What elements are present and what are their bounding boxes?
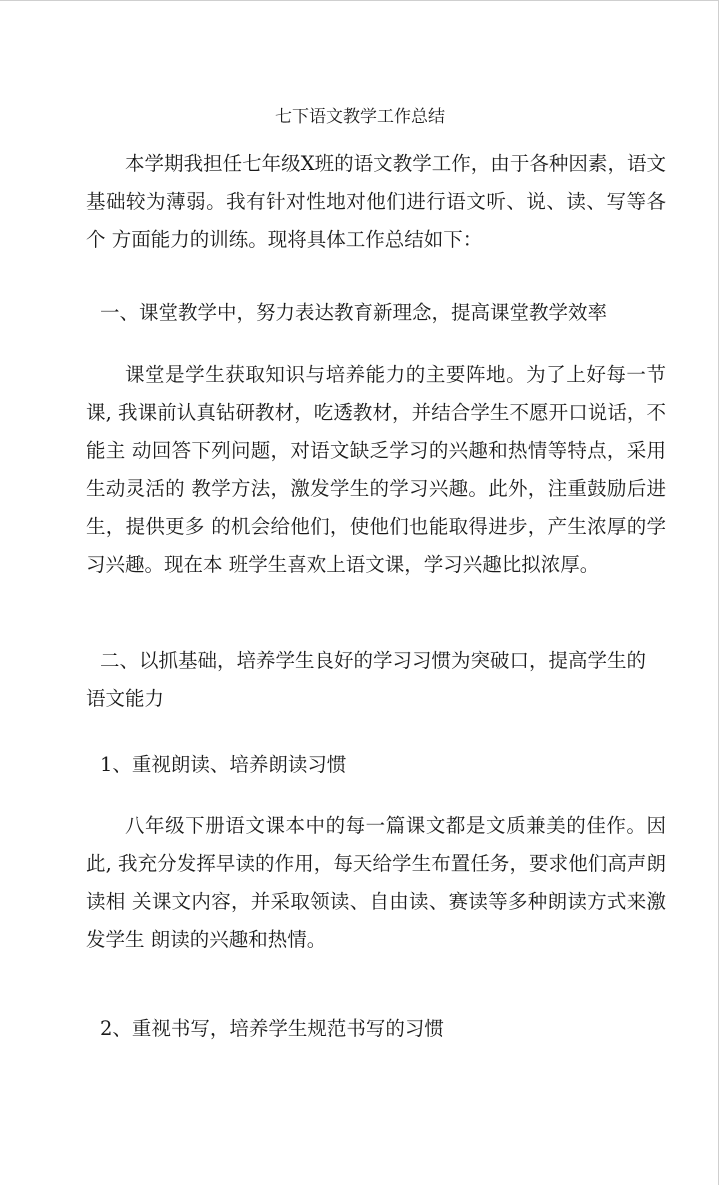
subsection-2-heading: 2、重视书写，培养学生规范书写的习惯	[100, 1017, 444, 1040]
section-1-heading: 一、课堂教学中，努力表达教育新理念，提高课堂教学效率	[100, 301, 608, 324]
subsection-1-paragraph: 八年级下册语文课本中的每一篇课文都是文质兼美的佳作。因此, 我充分发挥早读的作用，每天给学生布置任务，要求他们高声朗读相 关课文内容，并采取领读、自由读、赛读等多种朗读方式来激发学生 朗读的兴趣和热情。	[86, 814, 666, 951]
subsection-1-heading: 1、重视朗读、培养朗读习惯	[100, 753, 347, 776]
section-1-paragraph: 课堂是学生获取知识与培养能力的主要阵地。为了上好每一节课, 我课前认真钻研教材，吃透教材，并结合学生不愿开口说话，不能主 动回答下列问题，对语文缺乏学习的兴趣和热情等特点，采用生动灵活的 教学方法，激发学生的学习兴趣。此外，注重鼓励后进生，提供更多 的机会给他们，使他们也能取得进步，产生浓厚的学习兴趣。现在本 班学生喜欢上语文课，学习兴趣比拟浓厚。	[86, 363, 666, 576]
section-2-heading: 二、以抓基础，培养学生良好的学习习惯为突破口，提高学生的 语文能力	[86, 649, 647, 710]
intro-paragraph: 本学期我担任七年级X班的语文教学工作，由于各种因素，语文 基础较为薄弱。我有针对性地对他们进行语文听、说、读、写等各个 方面能力的训练。现将具体工作总结如下：	[86, 152, 666, 251]
document-title: 七下语文教学工作总结	[275, 107, 445, 127]
